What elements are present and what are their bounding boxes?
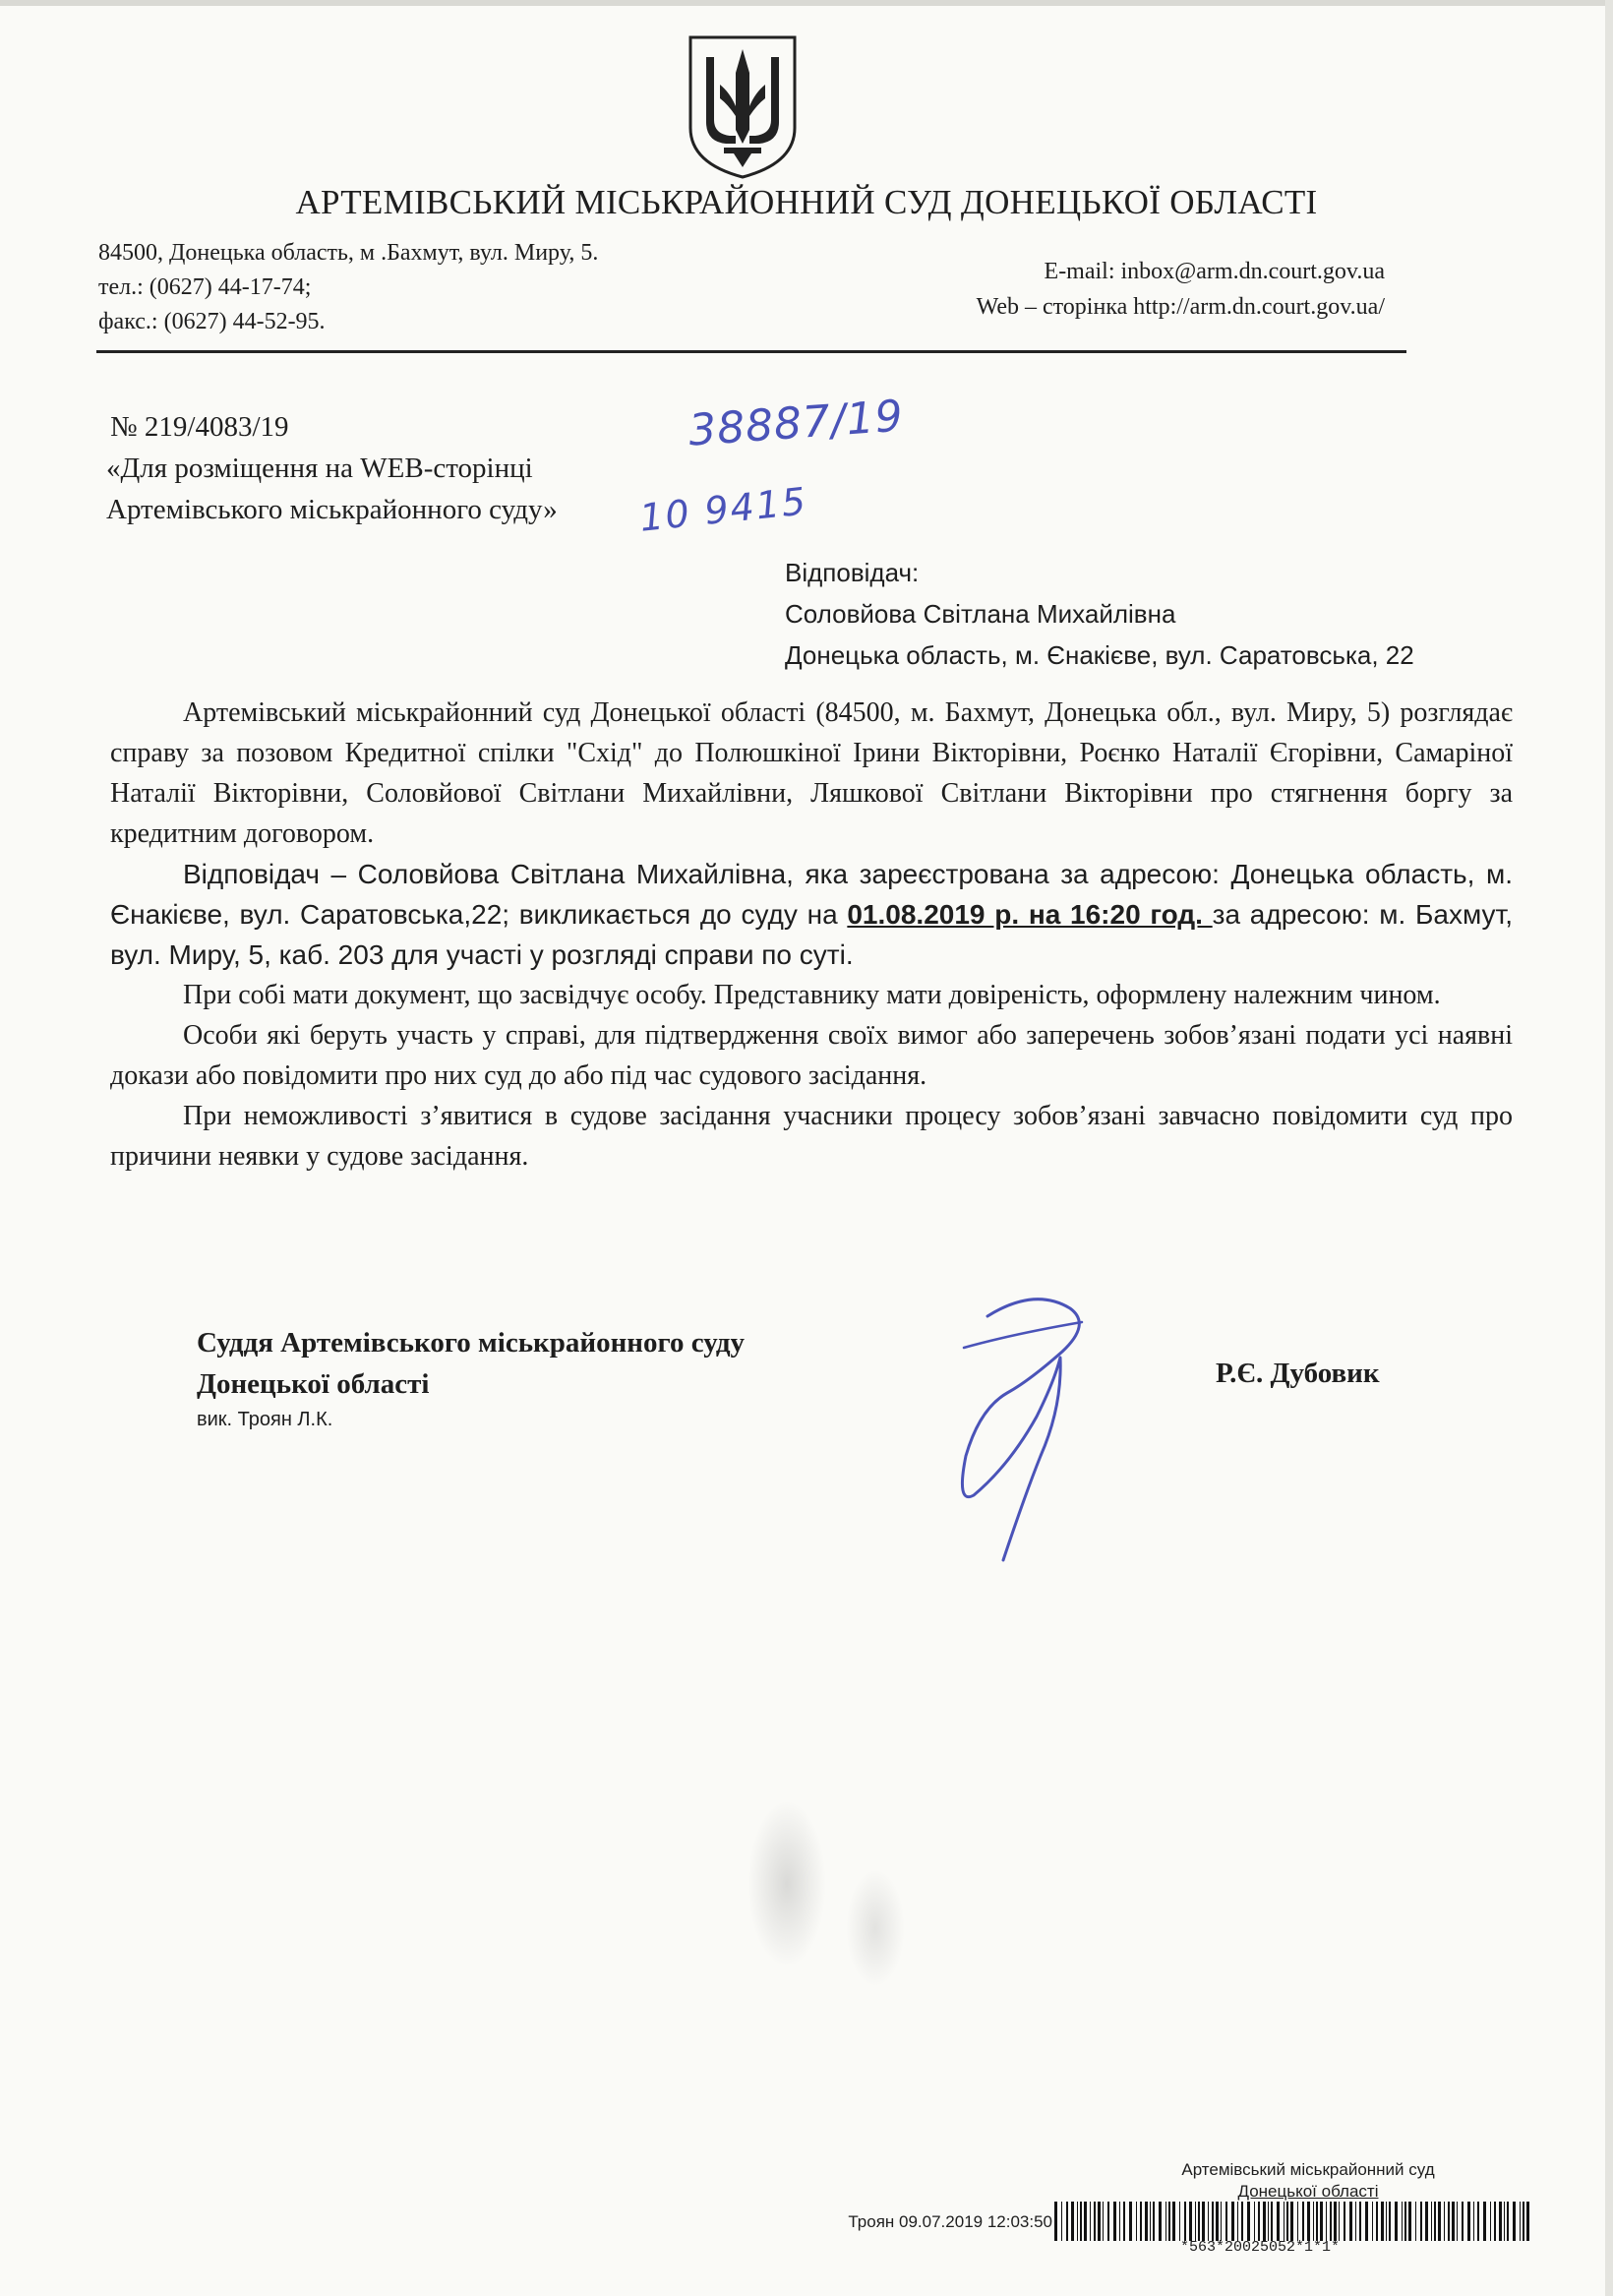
coat-of-arms-icon bbox=[685, 33, 801, 181]
court-address: 84500, Донецька область, м .Бахмут, вул. Миру, 5. bbox=[98, 240, 599, 266]
paragraph-case: Артемівський міськрайонний суд Донецької області (84500, м. Бахмут, Донецька обл., вул. Миру, 5) розглядає справу за позовом Кредитної спілки "Схід" до Полюшкіної Ірини Вікторівни, Роєнко Наталії Єгорівни, Самаріної Наталії Вікторівни, Соловйової Світлани Михайлівни, Ляшкової Світлани Вікторівни про стягнення боргу за кредитним договором. bbox=[110, 697, 1513, 849]
summons-text-after: за адресою: м. Бахмут, вул. Миру, 5, каб. 203 для участі у розгляді справи по суті. bbox=[110, 899, 1514, 970]
court-contacts-right bbox=[688, 254, 1385, 325]
court-contacts-left bbox=[98, 236, 598, 339]
scan-right-edge bbox=[1605, 0, 1613, 2296]
respondent-address: Донецька область, м. Єнакієве, вул. Саратовська, 22 bbox=[785, 640, 1414, 670]
judge-name: Р.Є. Дубовик bbox=[1216, 1358, 1380, 1389]
registry-stamp-court bbox=[1102, 2159, 1515, 2203]
respondent-label: Відповідач: bbox=[785, 558, 920, 587]
registry-stamp-meta: Троян 09.07.2019 12:03:50 bbox=[848, 2212, 1052, 2231]
respondent-block bbox=[785, 552, 1414, 676]
registration-number: № 219/4083/19 bbox=[110, 411, 289, 443]
hearing-datetime: 01.08.2019 р. на 16:20 год. bbox=[847, 899, 1213, 930]
scan-smudge bbox=[846, 1869, 905, 1987]
placement-note-line2: Артемівського міськрайонного суду» bbox=[106, 494, 558, 525]
placement-note bbox=[106, 448, 558, 530]
placement-note-line1: «Для розміщення на WEB-сторінці bbox=[106, 453, 533, 484]
stamp-court-line2: Донецької області bbox=[1237, 2182, 1379, 2201]
court-phone: тел.: (0627) 44-17-74; bbox=[98, 274, 312, 300]
respondent-name: Соловйова Світлана Михайлівна bbox=[785, 599, 1176, 629]
scan-smudge bbox=[747, 1800, 826, 1967]
executor: вик. Троян Л.К. bbox=[197, 1409, 333, 1430]
paragraph-absence: При неможливості з’явитися в судове засідання учасники процесу зобов’язані завчасно повідомити суд про причини неявки у судове засідання. bbox=[110, 1101, 1513, 1172]
stamp-court-line1: Артемівський міськрайонний суд bbox=[1181, 2160, 1435, 2179]
handwritten-second-number: 10 9415 bbox=[637, 479, 809, 540]
paragraph-evidence: Особи які беруть участь у справі, для підтвердження своїх вимог або заперечень зобов’язані подати усі наявні докази або повідомити про них суд до або під час судового засідання. bbox=[110, 1020, 1513, 1091]
judge-title bbox=[197, 1322, 745, 1405]
judge-title-line2: Донецької області bbox=[197, 1368, 430, 1400]
court-website: Web – сторінка http://arm.dn.court.gov.ua/ bbox=[976, 294, 1385, 320]
header-divider bbox=[96, 350, 1406, 353]
judge-title-line1: Суддя Артемівського міськрайонного суду bbox=[197, 1327, 746, 1359]
court-email: E-mail: inbox@arm.dn.court.gov.ua bbox=[1044, 259, 1385, 284]
paragraph-documents: При собі мати документ, що засвідчує особу. Представнику мати довіреність, оформлену належним чином. bbox=[183, 980, 1441, 1010]
paragraph-summons bbox=[110, 854, 1513, 975]
barcode-code: *563*20025052*1*1* bbox=[1180, 2239, 1341, 2256]
summons-text-before: Відповідач – Соловйова Світлана Михайлівна, яка зареєстрована за адресою: Донецька область, м. Єнакієве, вул. Саратовська,22; викликається до суду на bbox=[110, 859, 1513, 930]
scan-top-edge bbox=[0, 0, 1613, 6]
barcode-icon bbox=[1054, 2202, 1534, 2241]
handwritten-signature bbox=[944, 1279, 1111, 1564]
handwritten-incoming-number: 38887/19 bbox=[687, 391, 906, 456]
court-fax: факс.: (0627) 44-52-95. bbox=[98, 309, 326, 334]
court-title: АРТЕМІВСЬКИЙ МІСЬКРАЙОННИЙ СУД ДОНЕЦЬКОЇ ОБЛАСТІ bbox=[295, 183, 1318, 221]
notice-body bbox=[110, 693, 1513, 1177]
